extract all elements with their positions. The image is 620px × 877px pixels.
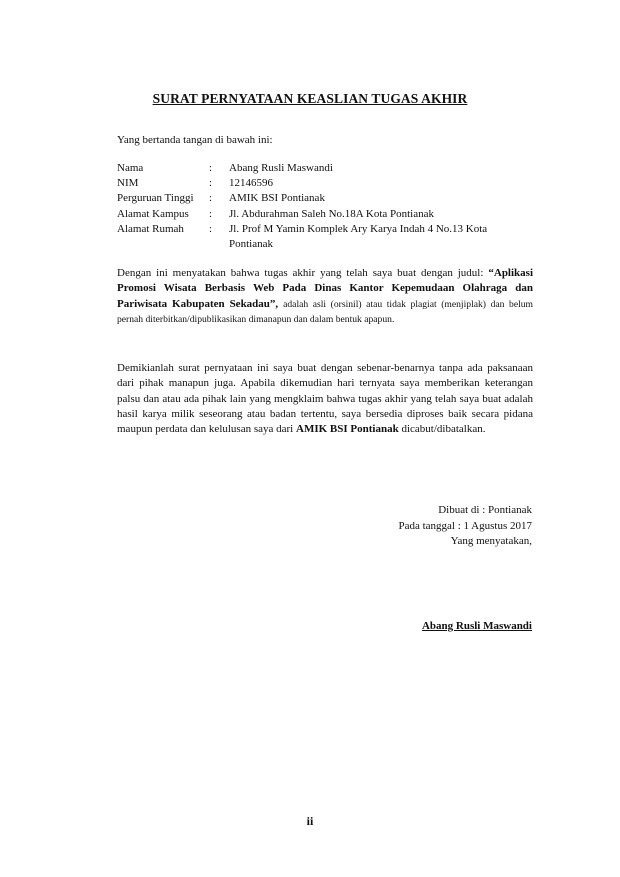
field-colon: : [209, 162, 213, 174]
field-label: Alamat Kampus [117, 207, 189, 220]
closing-text: Demikianlah surat pernyataan ini saya buat dengan sebenar-benarnya tanpa ada paksanaan dari pihak manapun juga. Apabila dikemudian hari ternyata saya memberikan keterangan palsu dan atau ada pihak lain yang mengklaim bahwa tugas akhir yang telah saya buat adalah hasil karya milik seseorang atau badan tertentu, saya bersedia diproses baik secara pidana maupun perdata dan kelulusan saya dari [117, 362, 533, 436]
page-number: ii [306, 814, 314, 828]
field-value: Jl. Prof M Yamin Komplek Ary Karya Indah 4 No.13 Kota Pontianak [229, 222, 488, 251]
field-label: Perguruan Tinggi [117, 192, 194, 205]
field-row-name [117, 161, 533, 176]
field-row-nim [117, 176, 533, 191]
closing-end: dicabut/dibatalkan. [401, 423, 486, 436]
field-label: Alamat Rumah [117, 222, 184, 235]
closing-paragraph [117, 361, 533, 437]
field-row-home-address [117, 222, 533, 252]
field-row-university [117, 191, 533, 206]
field-colon: : [209, 177, 213, 190]
field-label: Nama [117, 162, 144, 174]
field-row-campus-address [117, 207, 533, 222]
signed-date: Pada tanggal : 1 Agustus 2017 [398, 519, 532, 532]
open-quote: “ [488, 267, 494, 279]
thesis-title: Aplikasi Promosi Wisata Berbasis Web Pada Dinas Kantor Kepemudaan Olahraga dan Pariwisata Kabupaten Sekadau [117, 267, 534, 310]
signed-statement: Yang menyatakan, [450, 535, 532, 548]
declaration-rest: adalah asli (orsinil) atau tidak plagiat (menjiplak) dan belum pernah diterbitkan/dipublikasikan dimanapun dan dalam bentuk apapun. [117, 298, 533, 325]
field-label: NIM [117, 177, 139, 190]
field-colon: : [209, 207, 213, 220]
declaration-paragraph [117, 266, 533, 327]
intro-text: Yang bertanda tangan di bawah ini: [117, 134, 273, 146]
field-value: Abang Rusli Maswandi [229, 162, 333, 174]
field-value: AMIK BSI Pontianak [229, 192, 325, 205]
field-value: Jl. Abdurahman Saleh No.18A Kota Pontianak [229, 207, 435, 220]
field-colon: : [209, 222, 213, 235]
declaration-lead: Dengan ini menyatakan bahwa tugas akhir yang telah saya buat dengan judul: [117, 267, 484, 279]
document-title: SURAT PERNYATAAN KEASLIAN TUGAS AKHIR [152, 91, 468, 106]
close-quote: ”, [269, 297, 279, 310]
field-colon: : [209, 192, 213, 205]
institution-name: AMIK BSI Pontianak [296, 423, 399, 436]
identity-table [117, 161, 533, 252]
field-value: 12146596 [229, 177, 273, 190]
signer-name: Abang Rusli Maswandi [421, 620, 532, 632]
signed-place: Dibuat di : Pontianak [438, 504, 532, 516]
signature-block [398, 503, 532, 550]
